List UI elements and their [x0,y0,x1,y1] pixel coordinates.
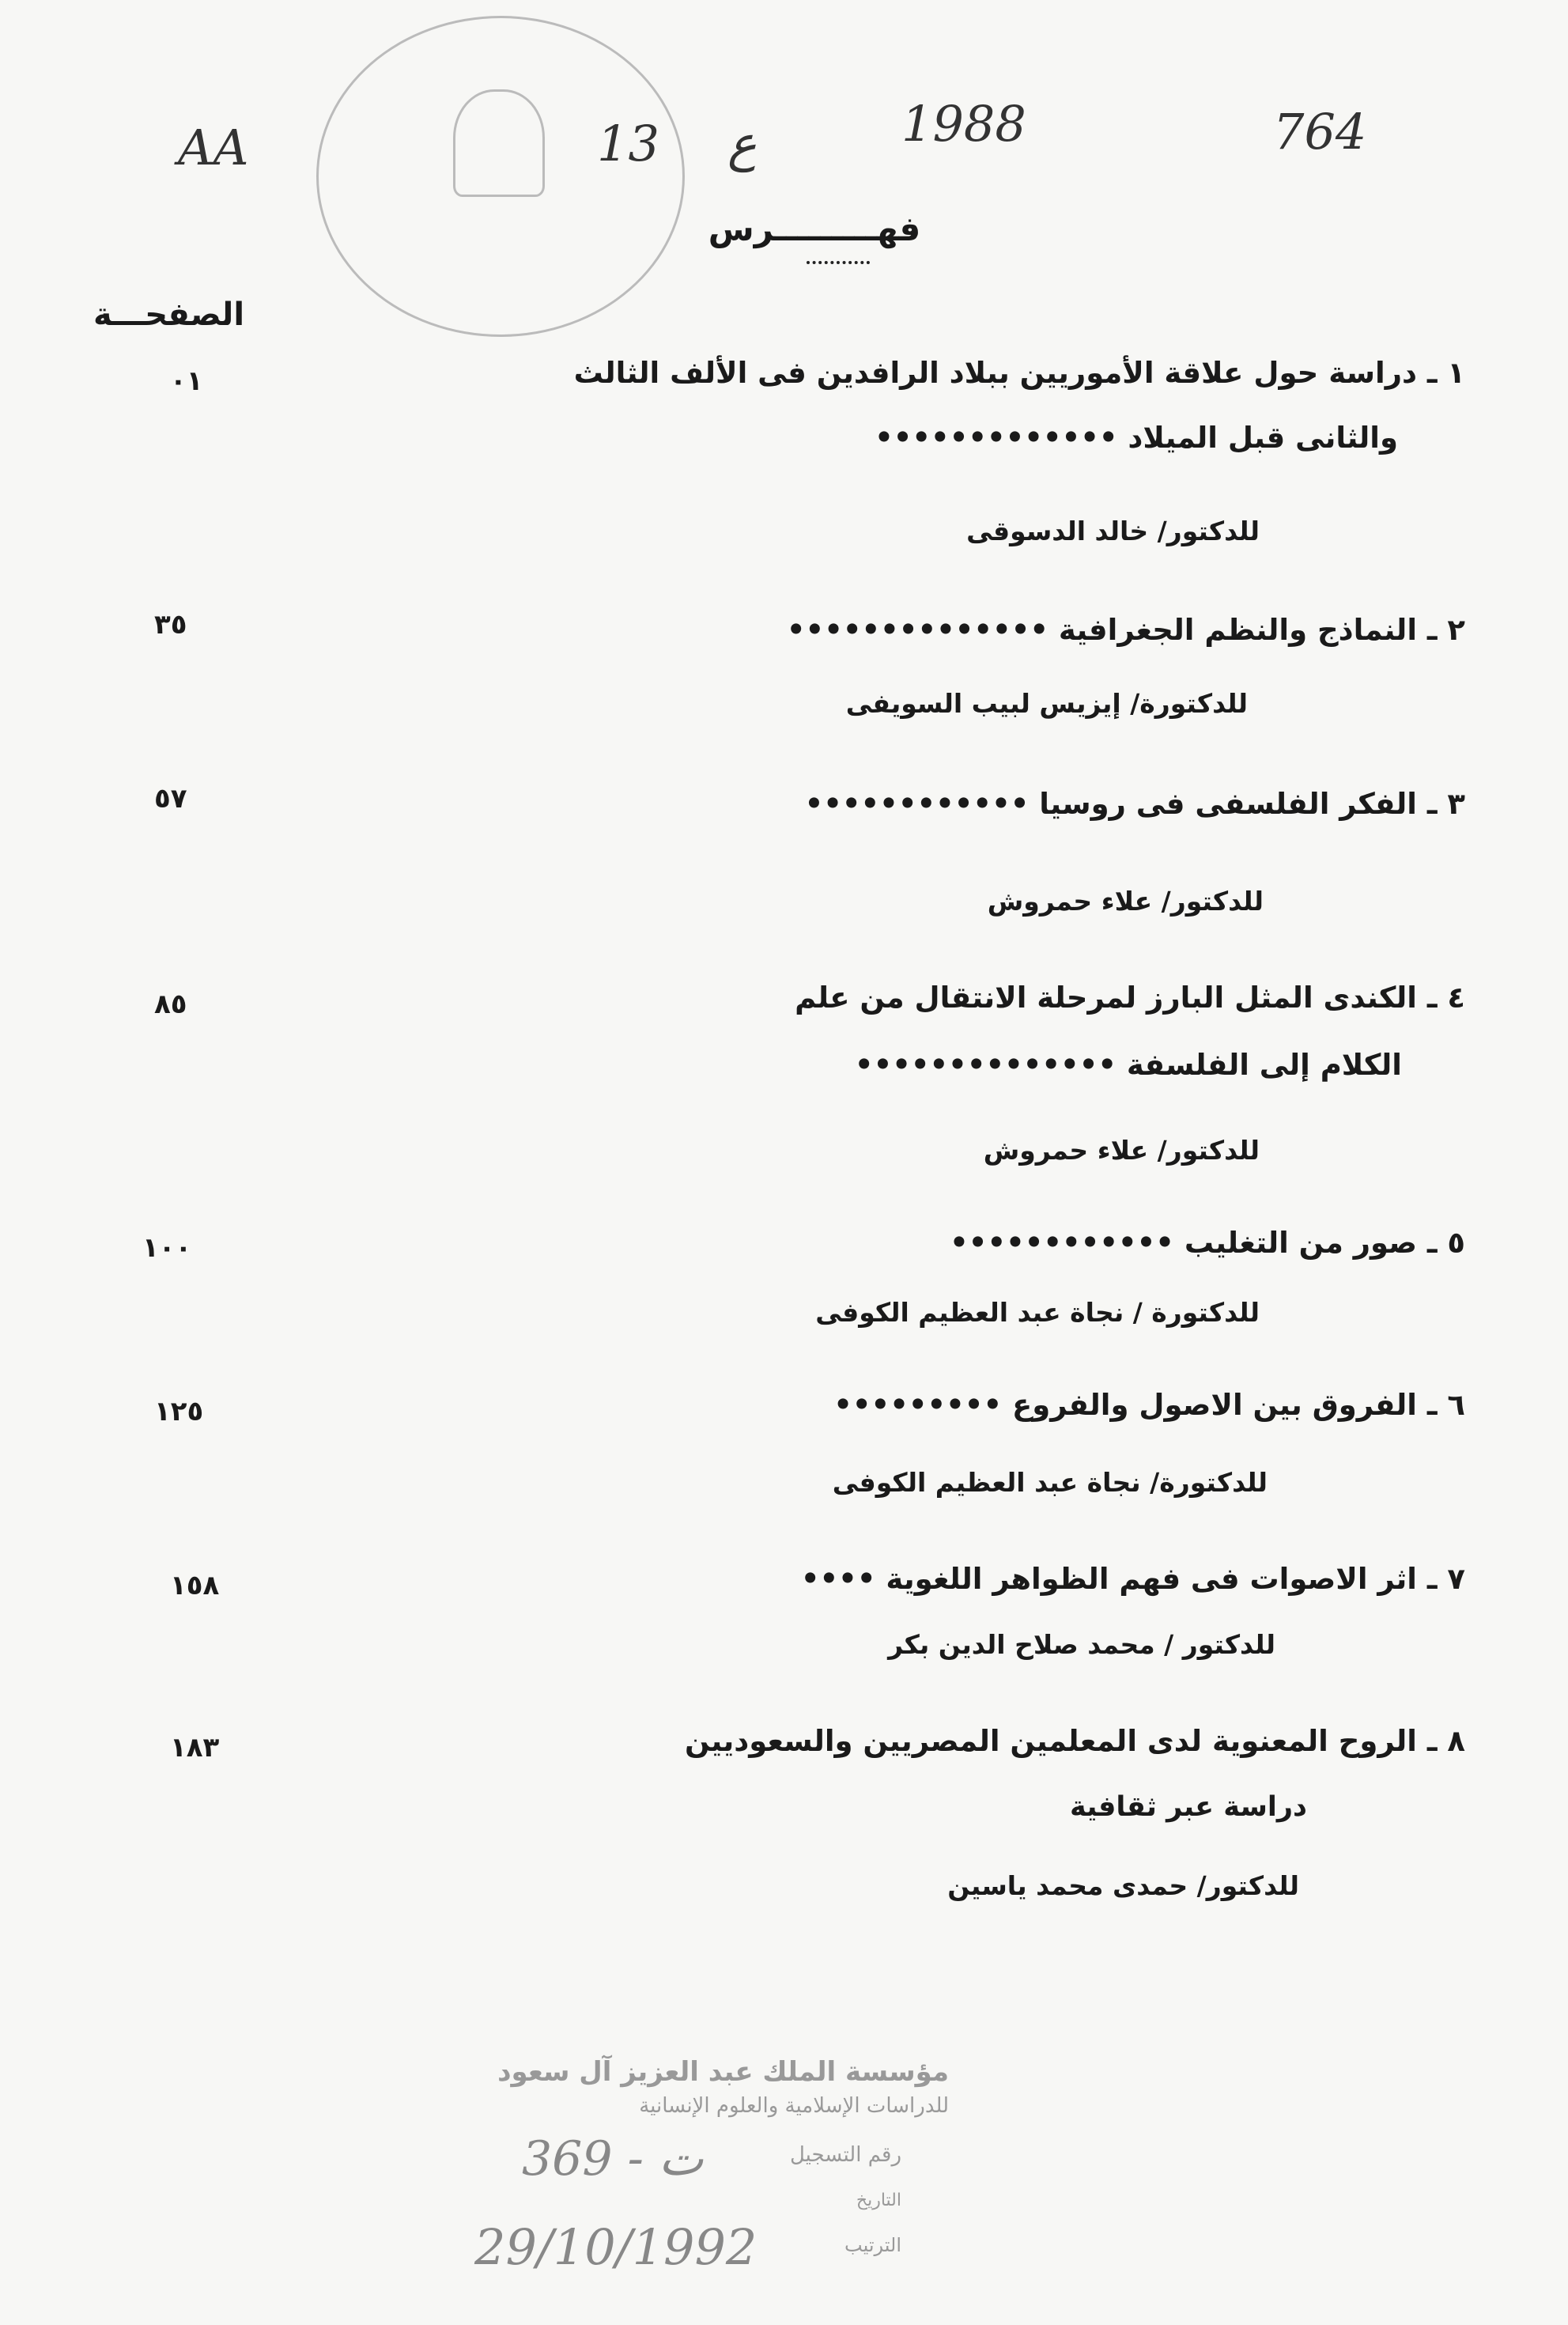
toc-entry-4-page: ٨٥ [154,989,187,1020]
toc-entry-8-line-1: ٨ ـ الروح المعنوية لدى المعلمين المصريين والسعوديين [684,1724,1465,1758]
toc-entry-3-author: للدكتور/ علاء حمروش [987,886,1264,917]
toc-entry-8-line-2: دراسة عبر ثقافية [1070,1791,1307,1823]
stamp-date-label: التاريخ [856,2191,901,2210]
toc-entry-6-line-1: ٦ ـ الفروق بين الاصول والفروع ••••••••• [833,1388,1465,1422]
stamp-reg-value: 369 - ت [522,2131,704,2187]
stamp-line-1: مؤسسة الملك عبد العزيز آل سعود [497,2056,949,2088]
toc-entry-3-line-1: ٣ ـ الفكر الفلسفى فى روسيا •••••••••••• [804,787,1465,821]
page-title: فهـــــــــرس [708,210,921,248]
toc-entry-8-page: ١٨٣ [170,1732,220,1764]
toc-entry-7-page: ١٥٨ [170,1570,220,1601]
toc-entry-5-author: للدكتورة / نجاة عبد العظيم الكوفى [815,1297,1260,1328]
toc-entry-4-author: للدكتور/ علاء حمروش [983,1135,1260,1166]
toc-entry-3-page: ٥٧ [154,783,187,815]
toc-entry-1-author: للدكتور/ خالد الدسوقى [966,516,1260,546]
toc-entry-6-page: ١٢٥ [154,1396,204,1427]
handwritten-ref-num: 13 [597,115,659,172]
stamp-line-2: للدراسات الإسلامية والعلوم الإنسانية [639,2094,949,2118]
library-seal [316,16,685,337]
registration-stamp [443,2056,949,2317]
stamp-order-label: الترتيب [844,2234,901,2256]
toc-entry-2-page: ٣٥ [154,609,187,641]
toc-entry-7-author: للدكتور / محمد صلاح الدين بكر [888,1629,1275,1660]
toc-entry-2-line-1: ٢ ـ النماذج والنظم الجغرافية •••••••••••••• [786,613,1465,647]
seal-emblem [453,89,545,197]
stamp-reg-label: رقم التسجيل [789,2143,901,2167]
handwritten-year: 1988 [901,95,1026,153]
handwritten-ref-left: AA [178,119,249,176]
toc-entry-5-page: ١٠٠ [142,1232,192,1264]
page-column-header: الصفحـــة [93,297,245,333]
handwritten-ref-ar: ع [727,115,757,172]
toc-entry-7-line-1: ٧ ـ اثر الاصوات فى فهم الظواهر اللغوية •••• [800,1562,1465,1596]
toc-entry-4-line-1: ٤ ـ الكندى المثل البارز لمرحلة الانتقال من علم [795,981,1465,1015]
toc-entry-6-author: للدكتورة/ نجاة عبد العظيم الكوفى [832,1467,1268,1498]
stamp-date-value: 29/10/1992 [474,2218,758,2276]
toc-entry-8-author: للدكتور/ حمدى محمد ياسين [947,1870,1299,1901]
toc-entry-1-page: ٠١ [170,365,203,397]
title-underline [807,261,870,264]
handwritten-ref-right: 764 [1273,103,1367,161]
toc-entry-4-line-2: الكلام إلى الفلسفة •••••••••••••• [854,1048,1402,1082]
toc-entry-1-line-1: ١ ـ دراسة حول علاقة الأموريين ببلاد الرافدين فى الألف الثالث [573,356,1465,390]
toc-entry-2-author: للدكتورة/ إيزيس لبيب السويفى [845,688,1248,719]
toc-entry-1-line-2: والثانى قبل الميلاد ••••••••••••• [875,421,1398,455]
toc-entry-5-line-1: ٥ ـ صور من التغليب •••••••••••• [950,1226,1465,1260]
